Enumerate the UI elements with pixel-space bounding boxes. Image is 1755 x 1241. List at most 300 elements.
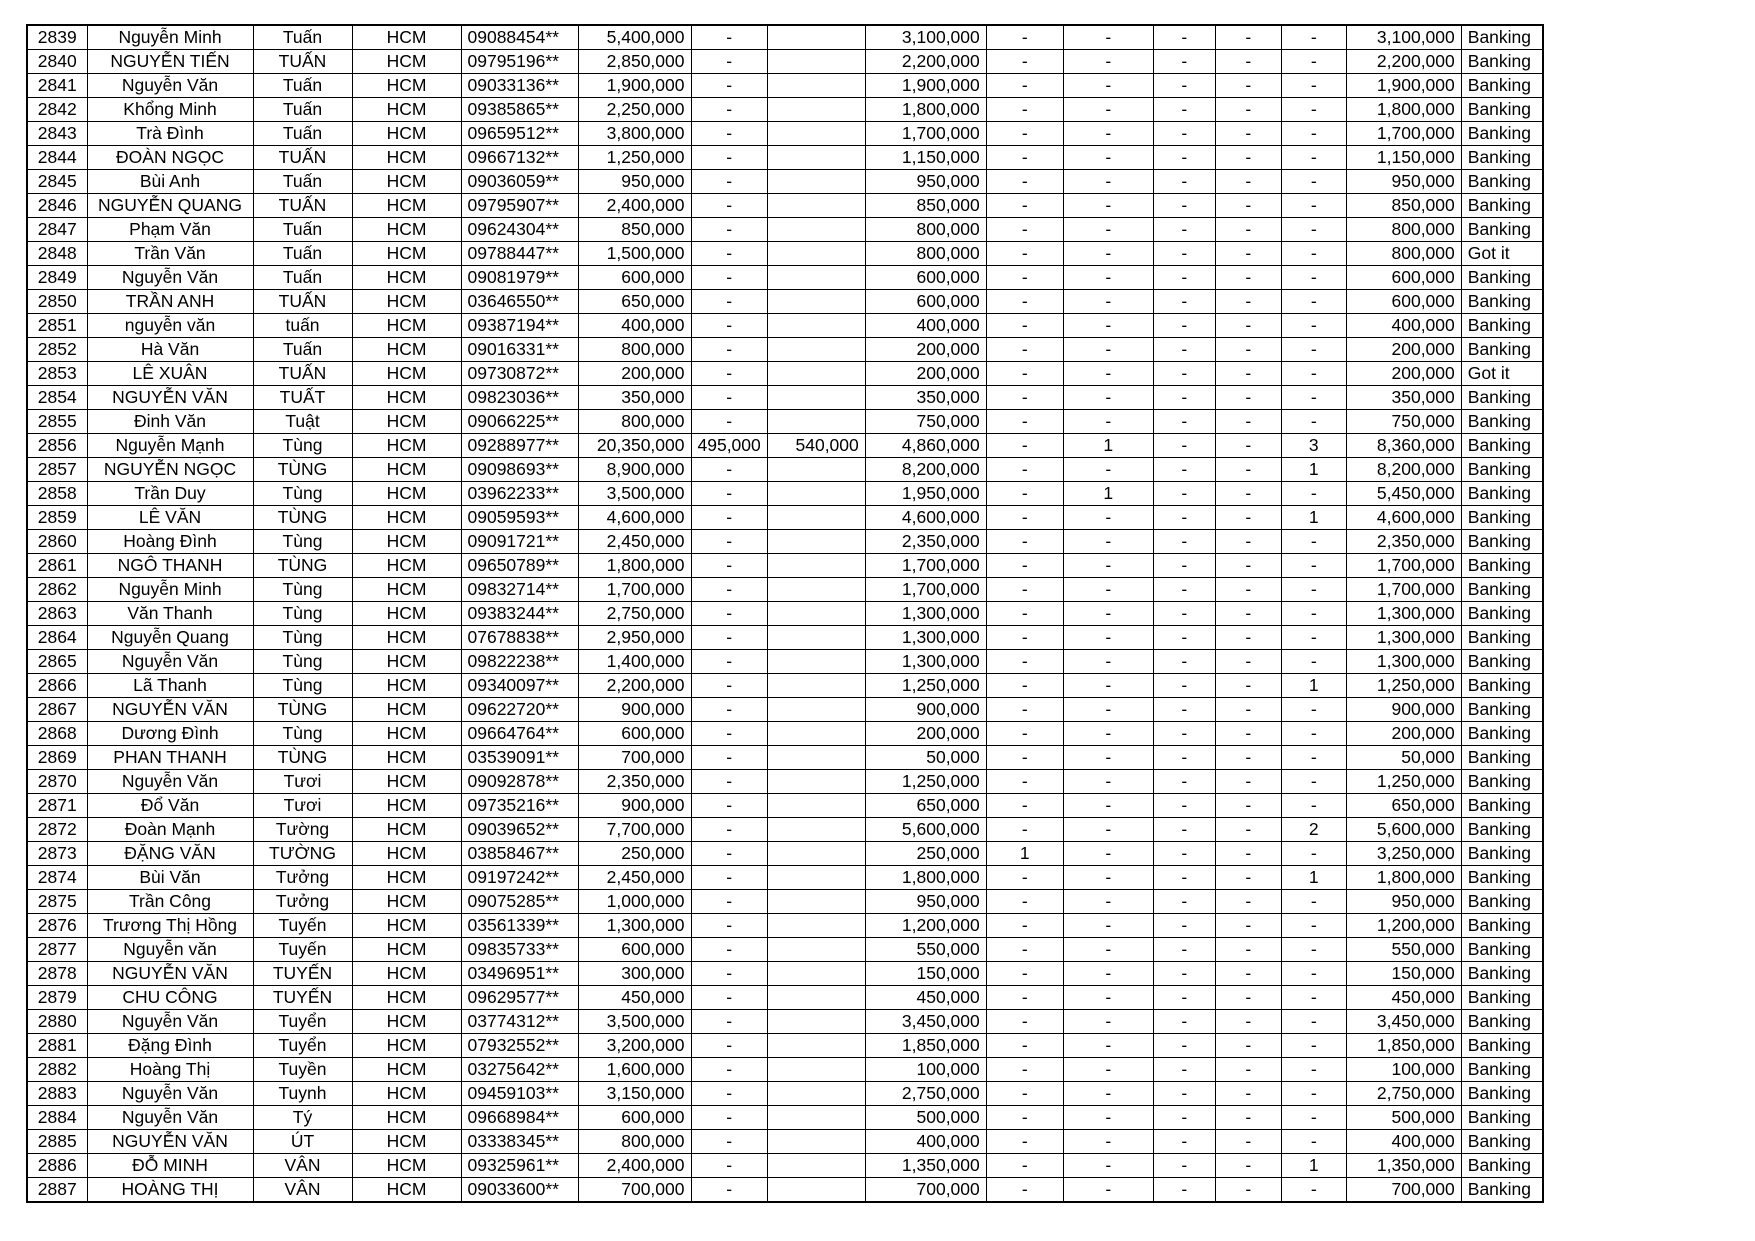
count-c-cell: - — [1153, 1178, 1215, 1203]
deduction-cell: - — [691, 218, 767, 242]
given-name-cell: TUẤN — [253, 50, 352, 74]
given-name-cell: ÚT — [253, 1130, 352, 1154]
city-cell: HCM — [352, 1178, 461, 1203]
given-name-cell: TÙNG — [253, 746, 352, 770]
city-cell: HCM — [352, 122, 461, 146]
table-row — [27, 338, 1543, 362]
total-cell: 800,000 — [1346, 218, 1461, 242]
method-cell: Banking — [1461, 218, 1543, 242]
amount-cell: 700,000 — [578, 746, 691, 770]
phone-cell: 09059593** — [461, 506, 578, 530]
city-cell: HCM — [352, 50, 461, 74]
amount-cell: 2,450,000 — [578, 866, 691, 890]
city-cell: HCM — [352, 1010, 461, 1034]
row-number: 2842 — [27, 98, 87, 122]
count-e-cell: 1 — [1281, 1154, 1346, 1178]
total-cell: 1,300,000 — [1346, 626, 1461, 650]
amount-cell: 2,350,000 — [578, 770, 691, 794]
deduction-cell: - — [691, 866, 767, 890]
total-cell: 200,000 — [1346, 338, 1461, 362]
row-number: 2855 — [27, 410, 87, 434]
count-b-cell: - — [1063, 674, 1153, 698]
paid-amount-cell: 1,250,000 — [865, 674, 986, 698]
paid-amount-cell: 800,000 — [865, 218, 986, 242]
count-a-cell: - — [986, 1154, 1063, 1178]
method-cell: Banking — [1461, 986, 1543, 1010]
table-row — [27, 866, 1543, 890]
amount-cell: 650,000 — [578, 290, 691, 314]
table-row — [27, 554, 1543, 578]
method-cell: Banking — [1461, 338, 1543, 362]
table-row — [27, 290, 1543, 314]
paid-amount-cell: 200,000 — [865, 338, 986, 362]
total-cell: 750,000 — [1346, 410, 1461, 434]
count-b-cell: - — [1063, 218, 1153, 242]
table-row — [27, 242, 1543, 266]
row-number: 2845 — [27, 170, 87, 194]
method-cell: Got it — [1461, 242, 1543, 266]
amount-cell: 2,200,000 — [578, 674, 691, 698]
surname-cell: NGUYỄN NGỌC — [87, 458, 253, 482]
count-c-cell: - — [1153, 338, 1215, 362]
amount-cell: 800,000 — [578, 410, 691, 434]
count-b-cell: - — [1063, 98, 1153, 122]
given-name-cell: Tuấn — [253, 170, 352, 194]
amount-cell: 3,500,000 — [578, 482, 691, 506]
paid-amount-cell: 2,350,000 — [865, 530, 986, 554]
phone-cell: 09081979** — [461, 266, 578, 290]
extra-cell — [767, 506, 865, 530]
count-c-cell: - — [1153, 746, 1215, 770]
method-cell: Banking — [1461, 1106, 1543, 1130]
phone-cell: 09822238** — [461, 650, 578, 674]
count-d-cell: - — [1215, 170, 1281, 194]
row-number: 2869 — [27, 746, 87, 770]
table-row — [27, 434, 1543, 458]
total-cell: 1,800,000 — [1346, 98, 1461, 122]
row-number: 2846 — [27, 194, 87, 218]
paid-amount-cell: 1,900,000 — [865, 74, 986, 98]
count-b-cell: - — [1063, 1106, 1153, 1130]
city-cell: HCM — [352, 218, 461, 242]
deduction-cell: - — [691, 962, 767, 986]
count-b-cell: - — [1063, 386, 1153, 410]
city-cell: HCM — [352, 338, 461, 362]
deduction-cell: - — [691, 986, 767, 1010]
deduction-cell: 495,000 — [691, 434, 767, 458]
amount-cell: 1,900,000 — [578, 74, 691, 98]
count-a-cell: - — [986, 386, 1063, 410]
count-c-cell: - — [1153, 890, 1215, 914]
phone-cell: 09383244** — [461, 602, 578, 626]
count-a-cell: - — [986, 242, 1063, 266]
city-cell: HCM — [352, 410, 461, 434]
count-e-cell: 3 — [1281, 434, 1346, 458]
city-cell: HCM — [352, 506, 461, 530]
table-row — [27, 890, 1543, 914]
city-cell: HCM — [352, 25, 461, 50]
count-a-cell: - — [986, 1106, 1063, 1130]
count-d-cell: - — [1215, 1154, 1281, 1178]
given-name-cell: Tùng — [253, 626, 352, 650]
city-cell: HCM — [352, 770, 461, 794]
count-d-cell: - — [1215, 314, 1281, 338]
total-cell: 50,000 — [1346, 746, 1461, 770]
paid-amount-cell: 1,950,000 — [865, 482, 986, 506]
method-cell: Banking — [1461, 530, 1543, 554]
count-e-cell: - — [1281, 290, 1346, 314]
count-d-cell: - — [1215, 650, 1281, 674]
amount-cell: 2,450,000 — [578, 530, 691, 554]
phone-cell: 09039652** — [461, 818, 578, 842]
count-e-cell: - — [1281, 578, 1346, 602]
surname-cell: NGUYỄN VĂN — [87, 386, 253, 410]
total-cell: 3,100,000 — [1346, 25, 1461, 50]
count-a-cell: - — [986, 434, 1063, 458]
extra-cell — [767, 602, 865, 626]
count-b-cell: - — [1063, 1130, 1153, 1154]
count-b-cell: - — [1063, 506, 1153, 530]
paid-amount-cell: 1,300,000 — [865, 602, 986, 626]
surname-cell: Hoàng Thị — [87, 1058, 253, 1082]
count-c-cell: - — [1153, 602, 1215, 626]
method-cell: Banking — [1461, 866, 1543, 890]
total-cell: 1,700,000 — [1346, 122, 1461, 146]
extra-cell — [767, 530, 865, 554]
count-a-cell: - — [986, 74, 1063, 98]
row-number: 2879 — [27, 986, 87, 1010]
count-d-cell: - — [1215, 602, 1281, 626]
count-b-cell: - — [1063, 722, 1153, 746]
paid-amount-cell: 400,000 — [865, 314, 986, 338]
amount-cell: 200,000 — [578, 362, 691, 386]
deduction-cell: - — [691, 626, 767, 650]
table-row — [27, 266, 1543, 290]
table-row — [27, 746, 1543, 770]
count-b-cell: - — [1063, 842, 1153, 866]
count-b-cell: - — [1063, 818, 1153, 842]
method-cell: Banking — [1461, 98, 1543, 122]
method-cell: Banking — [1461, 554, 1543, 578]
count-c-cell: - — [1153, 842, 1215, 866]
count-d-cell: - — [1215, 1130, 1281, 1154]
paid-amount-cell: 1,850,000 — [865, 1034, 986, 1058]
count-b-cell: - — [1063, 74, 1153, 98]
row-number: 2839 — [27, 25, 87, 50]
extra-cell — [767, 554, 865, 578]
amount-cell: 5,400,000 — [578, 25, 691, 50]
count-a-cell: - — [986, 290, 1063, 314]
city-cell: HCM — [352, 146, 461, 170]
total-cell: 950,000 — [1346, 170, 1461, 194]
total-cell: 350,000 — [1346, 386, 1461, 410]
row-number: 2852 — [27, 338, 87, 362]
count-a-cell: - — [986, 266, 1063, 290]
extra-cell — [767, 1082, 865, 1106]
paid-amount-cell: 100,000 — [865, 1058, 986, 1082]
total-cell: 100,000 — [1346, 1058, 1461, 1082]
count-e-cell: - — [1281, 1106, 1346, 1130]
phone-cell: 09668984** — [461, 1106, 578, 1130]
phone-cell: 09016331** — [461, 338, 578, 362]
paid-amount-cell: 350,000 — [865, 386, 986, 410]
city-cell: HCM — [352, 530, 461, 554]
count-b-cell: - — [1063, 530, 1153, 554]
deduction-cell: - — [691, 338, 767, 362]
total-cell: 700,000 — [1346, 1178, 1461, 1203]
phone-cell: 03338345** — [461, 1130, 578, 1154]
count-d-cell: - — [1215, 50, 1281, 74]
amount-cell: 1,400,000 — [578, 650, 691, 674]
deduction-cell: - — [691, 290, 767, 314]
count-b-cell: - — [1063, 746, 1153, 770]
table-row — [27, 770, 1543, 794]
method-cell: Banking — [1461, 1034, 1543, 1058]
surname-cell: Nguyễn Minh — [87, 578, 253, 602]
given-name-cell: Tuyến — [253, 938, 352, 962]
paid-amount-cell: 1,300,000 — [865, 626, 986, 650]
count-b-cell: - — [1063, 242, 1153, 266]
method-cell: Banking — [1461, 794, 1543, 818]
deduction-cell: - — [691, 578, 767, 602]
count-b-cell: - — [1063, 1082, 1153, 1106]
phone-cell: 09091721** — [461, 530, 578, 554]
deduction-cell: - — [691, 1034, 767, 1058]
amount-cell: 2,750,000 — [578, 602, 691, 626]
phone-cell: 09788447** — [461, 242, 578, 266]
count-d-cell: - — [1215, 794, 1281, 818]
phone-cell: 09624304** — [461, 218, 578, 242]
given-name-cell: Tuấn — [253, 98, 352, 122]
amount-cell: 2,400,000 — [578, 1154, 691, 1178]
surname-cell: LÊ VĂN — [87, 506, 253, 530]
count-c-cell: - — [1153, 194, 1215, 218]
given-name-cell: Tùng — [253, 674, 352, 698]
count-e-cell: - — [1281, 386, 1346, 410]
given-name-cell: TÙNG — [253, 698, 352, 722]
count-c-cell: - — [1153, 794, 1215, 818]
given-name-cell: Tuấn — [253, 25, 352, 50]
extra-cell — [767, 1010, 865, 1034]
total-cell: 4,600,000 — [1346, 506, 1461, 530]
surname-cell: Lã Thanh — [87, 674, 253, 698]
row-number: 2872 — [27, 818, 87, 842]
extra-cell — [767, 986, 865, 1010]
phone-cell: 09088454** — [461, 25, 578, 50]
extra-cell — [767, 482, 865, 506]
count-d-cell: - — [1215, 578, 1281, 602]
count-e-cell: 1 — [1281, 674, 1346, 698]
paid-amount-cell: 50,000 — [865, 746, 986, 770]
given-name-cell: Tuyển — [253, 1010, 352, 1034]
given-name-cell: VÂN — [253, 1178, 352, 1203]
method-cell: Banking — [1461, 458, 1543, 482]
count-d-cell: - — [1215, 218, 1281, 242]
phone-cell: 09795196** — [461, 50, 578, 74]
method-cell: Banking — [1461, 962, 1543, 986]
paid-amount-cell: 3,450,000 — [865, 1010, 986, 1034]
method-cell: Got it — [1461, 362, 1543, 386]
count-b-cell: - — [1063, 1010, 1153, 1034]
amount-cell: 600,000 — [578, 722, 691, 746]
count-a-cell: - — [986, 1010, 1063, 1034]
phone-cell: 09033136** — [461, 74, 578, 98]
deduction-cell: - — [691, 74, 767, 98]
count-e-cell: - — [1281, 554, 1346, 578]
total-cell: 900,000 — [1346, 698, 1461, 722]
paid-amount-cell: 8,200,000 — [865, 458, 986, 482]
count-d-cell: - — [1215, 338, 1281, 362]
table-row — [27, 386, 1543, 410]
count-c-cell: - — [1153, 482, 1215, 506]
total-cell: 950,000 — [1346, 890, 1461, 914]
count-d-cell: - — [1215, 410, 1281, 434]
count-e-cell: 1 — [1281, 866, 1346, 890]
city-cell: HCM — [352, 1106, 461, 1130]
row-number: 2858 — [27, 482, 87, 506]
row-number: 2861 — [27, 554, 87, 578]
deduction-cell: - — [691, 650, 767, 674]
paid-amount-cell: 200,000 — [865, 722, 986, 746]
phone-cell: 09650789** — [461, 554, 578, 578]
count-e-cell: - — [1281, 890, 1346, 914]
count-a-cell: - — [986, 722, 1063, 746]
total-cell: 550,000 — [1346, 938, 1461, 962]
phone-cell: 09385865** — [461, 98, 578, 122]
count-a-cell: - — [986, 530, 1063, 554]
extra-cell — [767, 1106, 865, 1130]
count-a-cell: - — [986, 698, 1063, 722]
amount-cell: 1,500,000 — [578, 242, 691, 266]
given-name-cell: Tùng — [253, 722, 352, 746]
given-name-cell: Tuấn — [253, 218, 352, 242]
amount-cell: 1,000,000 — [578, 890, 691, 914]
count-a-cell: - — [986, 1058, 1063, 1082]
method-cell: Banking — [1461, 1058, 1543, 1082]
count-b-cell: - — [1063, 1034, 1153, 1058]
given-name-cell: Tùng — [253, 578, 352, 602]
amount-cell: 8,900,000 — [578, 458, 691, 482]
extra-cell — [767, 914, 865, 938]
deduction-cell: - — [691, 794, 767, 818]
count-c-cell: - — [1153, 698, 1215, 722]
total-cell: 8,200,000 — [1346, 458, 1461, 482]
table-row — [27, 170, 1543, 194]
count-c-cell: - — [1153, 170, 1215, 194]
count-c-cell: - — [1153, 218, 1215, 242]
method-cell: Banking — [1461, 266, 1543, 290]
method-cell: Banking — [1461, 746, 1543, 770]
phone-cell: 09730872** — [461, 362, 578, 386]
paid-amount-cell: 250,000 — [865, 842, 986, 866]
count-e-cell: - — [1281, 338, 1346, 362]
total-cell: 200,000 — [1346, 722, 1461, 746]
city-cell: HCM — [352, 794, 461, 818]
table-row — [27, 122, 1543, 146]
deduction-cell: - — [691, 50, 767, 74]
surname-cell: Đoàn Mạnh — [87, 818, 253, 842]
method-cell: Banking — [1461, 818, 1543, 842]
city-cell: HCM — [352, 914, 461, 938]
count-e-cell: - — [1281, 530, 1346, 554]
surname-cell: HOÀNG THỊ — [87, 1178, 253, 1203]
row-number: 2847 — [27, 218, 87, 242]
count-d-cell: - — [1215, 962, 1281, 986]
table-row — [27, 914, 1543, 938]
count-a-cell: - — [986, 25, 1063, 50]
count-d-cell: - — [1215, 458, 1281, 482]
count-a-cell: - — [986, 746, 1063, 770]
count-e-cell: - — [1281, 962, 1346, 986]
table-row — [27, 818, 1543, 842]
given-name-cell: Tuấn — [253, 242, 352, 266]
count-a-cell: - — [986, 458, 1063, 482]
given-name-cell: TUYẾN — [253, 962, 352, 986]
count-a-cell: - — [986, 1178, 1063, 1203]
phone-cell: 09340097** — [461, 674, 578, 698]
surname-cell: Hà Văn — [87, 338, 253, 362]
count-d-cell: - — [1215, 122, 1281, 146]
city-cell: HCM — [352, 458, 461, 482]
phone-cell: 09098693** — [461, 458, 578, 482]
given-name-cell: Tươi — [253, 794, 352, 818]
total-cell: 150,000 — [1346, 962, 1461, 986]
deduction-cell: - — [691, 482, 767, 506]
count-e-cell: - — [1281, 98, 1346, 122]
surname-cell: TRẦN ANH — [87, 290, 253, 314]
city-cell: HCM — [352, 962, 461, 986]
city-cell: HCM — [352, 1082, 461, 1106]
method-cell: Banking — [1461, 1130, 1543, 1154]
surname-cell: Bùi Văn — [87, 866, 253, 890]
deduction-cell: - — [691, 362, 767, 386]
given-name-cell: Tuấn — [253, 74, 352, 98]
city-cell: HCM — [352, 746, 461, 770]
amount-cell: 3,500,000 — [578, 1010, 691, 1034]
phone-cell: 09664764** — [461, 722, 578, 746]
count-e-cell: - — [1281, 74, 1346, 98]
city-cell: HCM — [352, 1034, 461, 1058]
phone-cell: 09036059** — [461, 170, 578, 194]
city-cell: HCM — [352, 386, 461, 410]
given-name-cell: Tưởng — [253, 890, 352, 914]
surname-cell: LÊ XUÂN — [87, 362, 253, 386]
extra-cell — [767, 578, 865, 602]
amount-cell: 250,000 — [578, 842, 691, 866]
count-d-cell: - — [1215, 986, 1281, 1010]
count-e-cell: - — [1281, 25, 1346, 50]
method-cell: Banking — [1461, 890, 1543, 914]
paid-amount-cell: 850,000 — [865, 194, 986, 218]
city-cell: HCM — [352, 722, 461, 746]
count-c-cell: - — [1153, 1058, 1215, 1082]
row-number: 2881 — [27, 1034, 87, 1058]
count-e-cell: - — [1281, 794, 1346, 818]
amount-cell: 800,000 — [578, 1130, 691, 1154]
count-a-cell: - — [986, 314, 1063, 338]
count-e-cell: - — [1281, 650, 1346, 674]
count-e-cell: - — [1281, 122, 1346, 146]
phone-cell: 03496951** — [461, 962, 578, 986]
count-e-cell: - — [1281, 362, 1346, 386]
count-a-cell: - — [986, 890, 1063, 914]
count-a-cell: - — [986, 122, 1063, 146]
city-cell: HCM — [352, 698, 461, 722]
count-e-cell: - — [1281, 746, 1346, 770]
total-cell: 400,000 — [1346, 314, 1461, 338]
count-a-cell: - — [986, 986, 1063, 1010]
method-cell: Banking — [1461, 170, 1543, 194]
